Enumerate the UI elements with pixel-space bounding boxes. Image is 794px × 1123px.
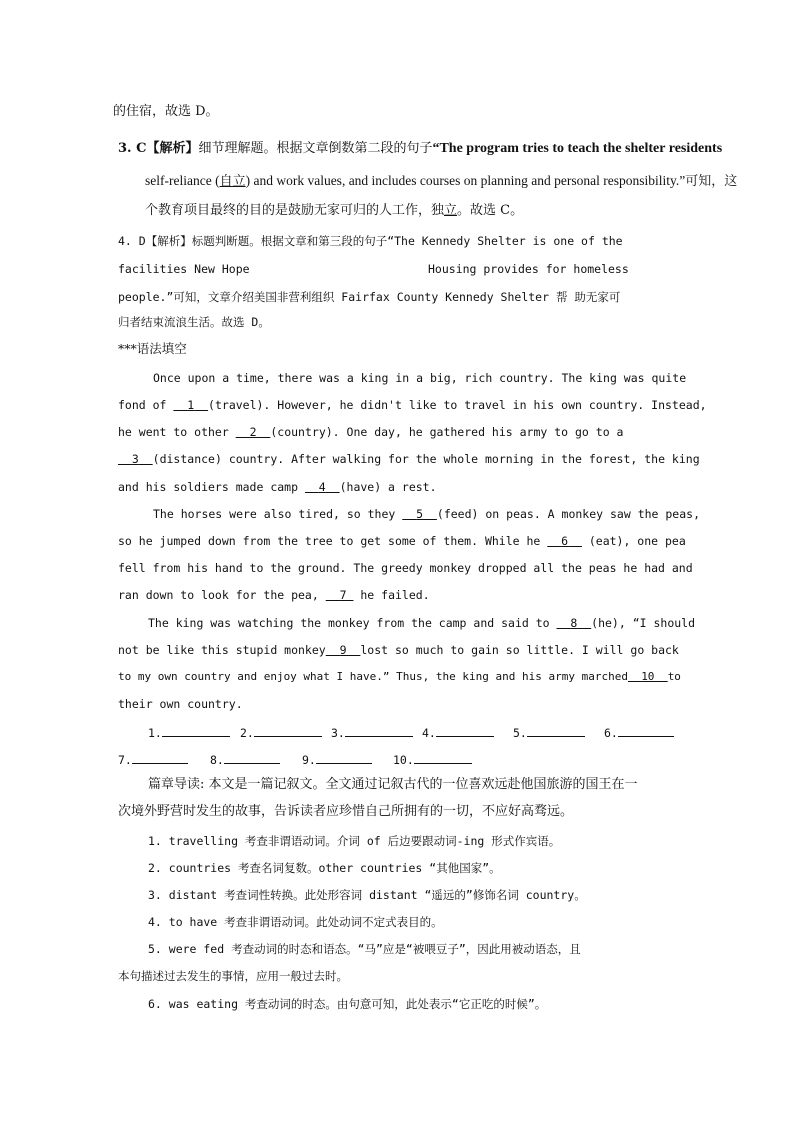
blank-number: 2 xyxy=(249,425,257,439)
passage-text: (he), “I should xyxy=(591,616,696,630)
blank-number: 5 xyxy=(416,507,424,521)
answer-4-line-4: 归者结束流浪生活。故选 D。 xyxy=(118,315,270,329)
passage-line xyxy=(118,451,700,467)
passage-text: The horses were also tired, so they xyxy=(153,507,403,521)
blank-number: 9 xyxy=(339,643,347,657)
answer-3-quote-2b: ) and work values, and includes courses on planning and personal responsibility.” xyxy=(245,173,686,188)
passage-line xyxy=(118,424,623,440)
passage-text: so he jumped down from the tree to get some of them. While he xyxy=(118,534,548,548)
passage-line xyxy=(118,479,437,495)
passage-text: (eat), one pea xyxy=(581,534,686,548)
blank-label: 5. xyxy=(513,726,527,740)
passage-text: he failed. xyxy=(353,588,430,602)
explanation-3: 3. distant 考查词性转换。此处形容词 distant “遥远的”修饰名词 country。 xyxy=(148,888,586,902)
guide-line: 篇章导读: 本文是一篇记叙文。全文通过记叙古代的一位喜欢远赴他国旅游的国王在一 xyxy=(148,777,638,792)
answer-3-text-3a: 个教育项目最终的目的是鼓励无家可归的人工作，独 xyxy=(145,203,445,218)
blank-line xyxy=(254,724,322,737)
passage-text: lost so much to gain so little. I will go back xyxy=(360,643,679,657)
blank-2 xyxy=(236,425,271,439)
explanation-6: 6. was eating 考查动词的时态。由句意可知，此处表示“它正吃的时候”。 xyxy=(148,997,547,1011)
answer-blank-6[interactable] xyxy=(604,724,674,741)
answer-3-text-3u: 立 xyxy=(444,203,458,218)
answer-blank-10[interactable] xyxy=(393,751,472,768)
blank-line xyxy=(414,751,472,764)
answer-continuation: 的住宿，故选 D。 xyxy=(113,104,219,119)
passage-text: and his soldiers made camp xyxy=(118,480,305,494)
blank-number: 1 xyxy=(187,398,195,412)
blank-line xyxy=(162,724,230,737)
passage-text: (have) a rest. xyxy=(339,480,437,494)
answer-blank-3[interactable] xyxy=(331,724,413,741)
blank-label: 2. xyxy=(240,726,254,740)
answer-3-text-3b: 。故选 C。 xyxy=(457,203,524,218)
answer-3-quote-2c: 可知，这 xyxy=(685,174,738,189)
answer-blank-1[interactable] xyxy=(148,724,230,741)
explanation-5: 5. were fed 考查动词的时态和语态。“马”应是“被喂豆子”，因此用被动语态，且 xyxy=(148,942,581,956)
blank-line xyxy=(224,751,280,764)
passage-line xyxy=(148,615,695,631)
passage-line xyxy=(118,533,686,549)
blank-4 xyxy=(305,480,340,494)
blank-label: 9. xyxy=(302,753,316,767)
passage-text: (distance) country. After walking for the whole morning in the forest, the king xyxy=(152,452,700,466)
answer-4-line-1: 4. D【解析】标题判断题。根据文章和第三段的句子“The Kennedy Shelter is one of the xyxy=(118,234,623,248)
answer-3-line-2 xyxy=(145,173,737,190)
blank-5 xyxy=(402,507,437,521)
explanation-5-cont: 本句描述过去发生的事情，应用一般过去时。 xyxy=(118,969,348,983)
answer-blank-5[interactable] xyxy=(513,724,585,741)
guide-line: 次境外野营时发生的故事，告诉读者应珍惜自己所拥有的一切，不应好高骛远。 xyxy=(118,804,574,819)
passage-line xyxy=(118,642,679,658)
blank-number: 8 xyxy=(570,616,578,630)
blank-line xyxy=(527,724,585,737)
passage-line xyxy=(118,669,681,685)
passage-text: (feed) on peas. A monkey saw the peas, xyxy=(436,507,701,521)
answer-3-quote-2u: 自立 xyxy=(219,174,246,189)
passage-text: to my own country and enjoy what I have.” Thus, the king and his army marched xyxy=(118,670,628,683)
answer-3-label: 3. C【解析】 xyxy=(118,141,199,156)
blank-line xyxy=(345,724,413,737)
blank-number: 6 xyxy=(561,534,569,548)
answer-blank-8[interactable] xyxy=(210,751,280,768)
answer-3-line-1 xyxy=(118,141,722,157)
passage-text: (travel). However, he didn't like to travel in his own country. Instead, xyxy=(208,398,707,412)
passage-text: to xyxy=(667,670,681,683)
blank-10 xyxy=(628,670,668,683)
explanation-1: 1. travelling 考查非谓语动词。介词 of 后边要跟动词-ing 形式作宾语。 xyxy=(148,834,561,848)
answer-blank-7[interactable] xyxy=(118,751,188,768)
blank-1 xyxy=(173,398,208,412)
blank-number: 10 xyxy=(641,670,655,683)
answer-blank-2[interactable] xyxy=(240,724,322,741)
answer-4-line-2a: facilities New Hope xyxy=(118,262,250,276)
blank-7 xyxy=(326,588,354,602)
passage-text: not be like this stupid monkey xyxy=(118,643,326,657)
blank-line xyxy=(618,724,674,737)
passage-line xyxy=(118,587,430,603)
answer-3-quote: “The program tries to teach the shelter residents xyxy=(432,141,723,156)
passage-line xyxy=(153,506,700,522)
explanation-4: 4. to have 考查非谓语动词。此处动词不定式表目的。 xyxy=(148,915,443,929)
section-heading: ***语法填空 xyxy=(118,341,187,356)
blank-6 xyxy=(547,534,582,548)
passage-line: Once upon a time, there was a king in a big, rich country. The king was quite xyxy=(153,371,687,385)
answer-4-line-2b: Housing provides for homeless xyxy=(428,262,629,276)
blank-label: 7. xyxy=(118,753,132,767)
passage-text: The king was watching the monkey from the camp and said to xyxy=(148,616,557,630)
blank-8 xyxy=(557,616,592,630)
answer-3-quote-2a: self-reliance ( xyxy=(145,173,220,188)
blank-number: 7 xyxy=(339,588,347,602)
blank-line xyxy=(436,724,494,737)
blank-number: 3 xyxy=(131,452,139,466)
blank-label: 4. xyxy=(422,726,436,740)
passage-text: he went to other xyxy=(118,425,236,439)
blank-label: 8. xyxy=(210,753,224,767)
passage-text: ran down to look for the pea, xyxy=(118,588,326,602)
passage-line xyxy=(118,397,707,413)
blank-label: 1. xyxy=(148,726,162,740)
blank-line xyxy=(316,751,372,764)
blank-label: 3. xyxy=(331,726,345,740)
explanation-2: 2. countries 考查名词复数。other countries “其他国家”。 xyxy=(148,861,501,875)
answer-3-line-3 xyxy=(145,203,523,219)
blank-9 xyxy=(326,643,361,657)
blank-number: 4 xyxy=(318,480,326,494)
blank-label: 6. xyxy=(604,726,618,740)
blank-line xyxy=(132,751,188,764)
blank-3 xyxy=(118,452,153,466)
passage-line: their own country. xyxy=(118,697,243,711)
answer-blank-9[interactable] xyxy=(302,751,372,768)
answer-3-text: 细节理解题。根据文章倒数第二段的句子 xyxy=(198,141,433,156)
answer-blank-4[interactable] xyxy=(422,724,494,741)
passage-line: fell from his hand to the ground. The greedy monkey dropped all the peas he had and xyxy=(118,561,693,575)
blank-label: 10. xyxy=(393,753,414,767)
passage-text: fond of xyxy=(118,398,174,412)
passage-text: (country). One day, he gathered his army to go to a xyxy=(270,425,624,439)
answer-4-line-3: people.”可知，文章介绍美国非营利组织 Fairfax County Kennedy Shelter 帮 助无家可 xyxy=(118,290,621,304)
